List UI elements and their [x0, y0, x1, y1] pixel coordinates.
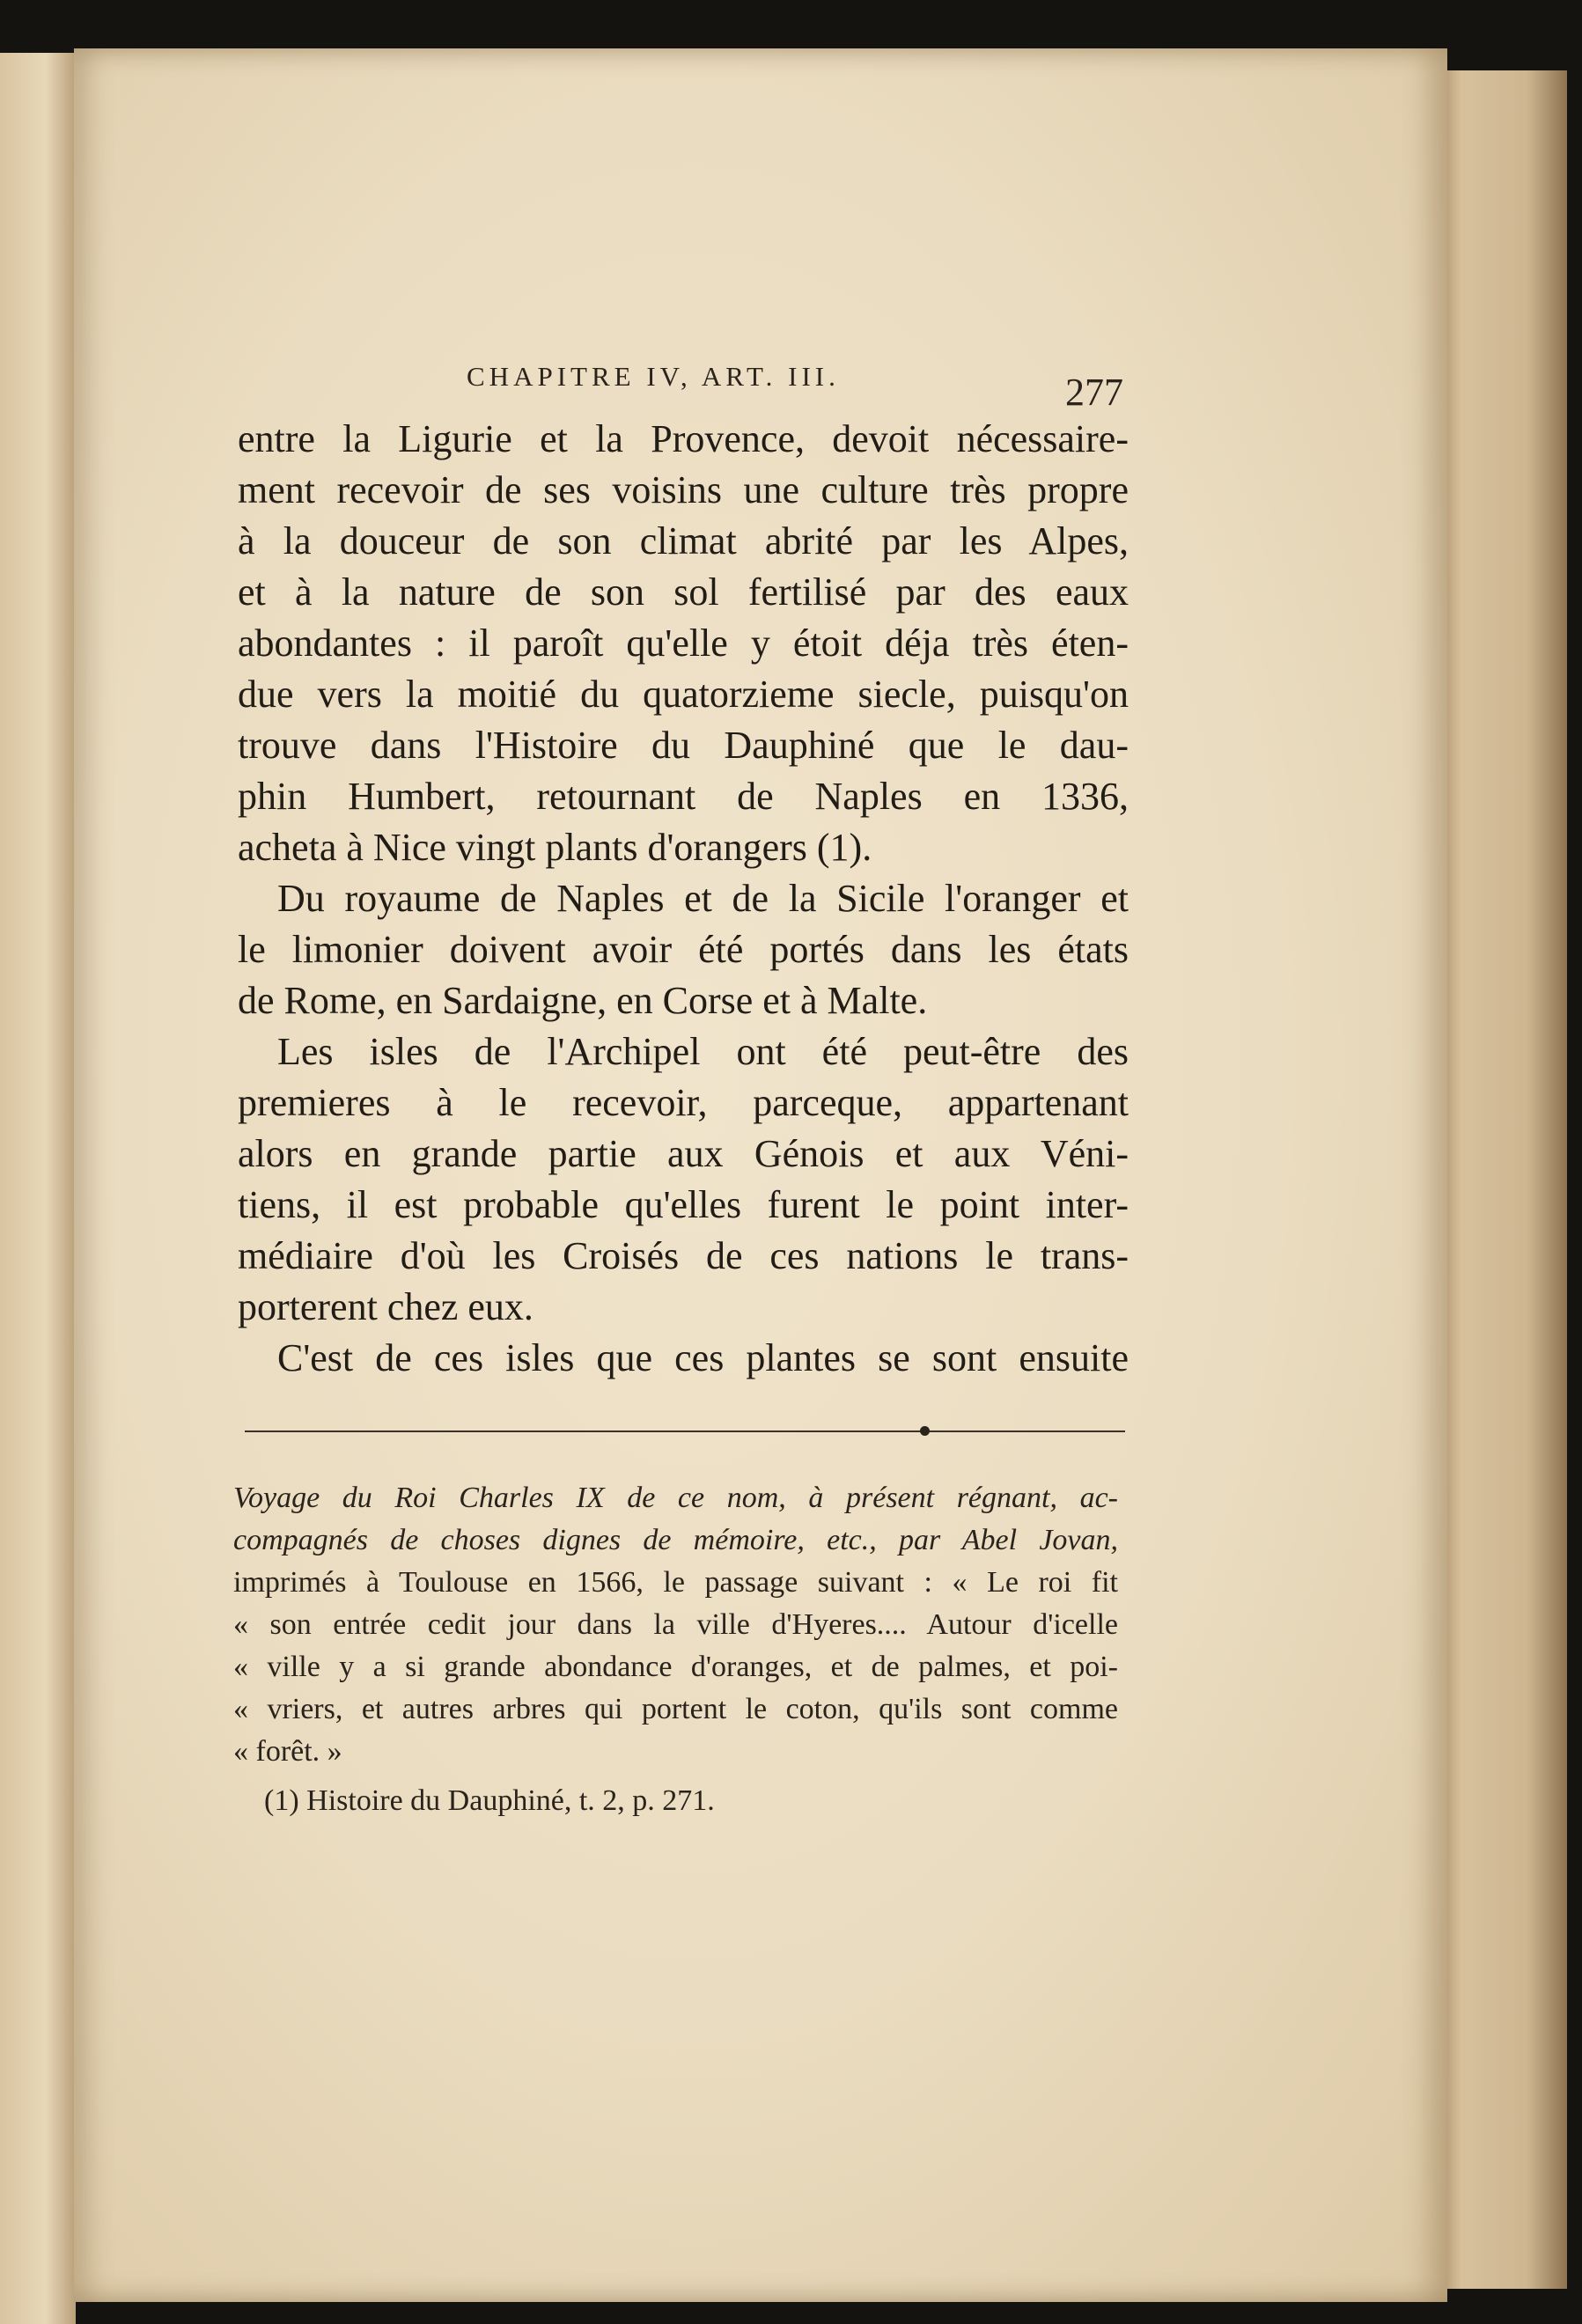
body-line: tiens, il est probable qu'elles furent le point inter-: [238, 1183, 1129, 1226]
footnote-line: Voyage du Roi Charles IX de ce nom, à présent régnant, ac-: [233, 1482, 1118, 1514]
page-stack-edge: [1435, 70, 1567, 2289]
body-line: médiaire d'où les Croisés de ces nations le trans-: [238, 1234, 1129, 1277]
left-page-edge: [0, 53, 76, 2324]
footnote-line: « ville y a si grande abondance d'oranges, et de palmes, et poi-: [233, 1651, 1118, 1683]
body-line: le limonier doivent avoir été portés dans les états: [238, 928, 1129, 971]
body-line: premieres à le recevoir, parceque, appartenant: [238, 1081, 1129, 1124]
footnote-line: « vriers, et autres arbres qui portent le coton, qu'ils sont comme: [233, 1693, 1118, 1725]
footnote-rule: [245, 1430, 1125, 1432]
body-line: alors en grande partie aux Génois et aux Véni-: [238, 1132, 1129, 1175]
footnote-line: « son entrée cedit jour dans la ville d'Hyeres.... Autour d'icelle: [233, 1608, 1118, 1641]
body-line: à la douceur de son climat abrité par les Alpes,: [238, 519, 1129, 563]
body-line: de Rome, en Sardaigne, en Corse et à Malte.: [238, 979, 928, 1022]
body-line: porterent chez eux.: [238, 1285, 533, 1328]
body-line: phin Humbert, retournant de Naples en 1336,: [238, 775, 1129, 818]
body-line: Du royaume de Naples et de la Sicile l'oranger et: [277, 877, 1129, 920]
body-line: entre la Ligurie et la Provence, devoit nécessaire-: [238, 417, 1129, 460]
body-line: ment recevoir de ses voisins une culture très propre: [238, 468, 1129, 511]
body-line: abondantes : il paroît qu'elle y étoit déja très éten-: [238, 621, 1129, 665]
footnote-line: « forêt. »: [233, 1735, 342, 1768]
body-line: C'est de ces isles que ces plantes se sont ensuite: [277, 1336, 1129, 1379]
running-title: CHAPITRE IV, ART. III.: [467, 361, 840, 392]
page-number: 277: [1065, 371, 1123, 414]
footnote-line: imprimés à Toulouse en 1566, le passage suivant : « Le roi fit: [233, 1566, 1118, 1599]
body-line: Les isles de l'Archipel ont été peut-être des: [277, 1030, 1129, 1073]
footnote-line: compagnés de choses dignes de mémoire, etc., par Abel Jovan,: [233, 1524, 1118, 1556]
body-line: due vers la moitié du quatorzieme siecle, puisqu'on: [238, 673, 1129, 716]
body-line: et à la nature de son sol fertilisé par des eaux: [238, 570, 1129, 614]
footnote-line: (1) Histoire du Dauphiné, t. 2, p. 271.: [264, 1784, 715, 1817]
body-line: acheta à Nice vingt plants d'orangers (1).: [238, 826, 872, 869]
rule-ornament: [920, 1426, 930, 1436]
body-line: trouve dans l'Histoire du Dauphiné que le dau-: [238, 724, 1129, 767]
